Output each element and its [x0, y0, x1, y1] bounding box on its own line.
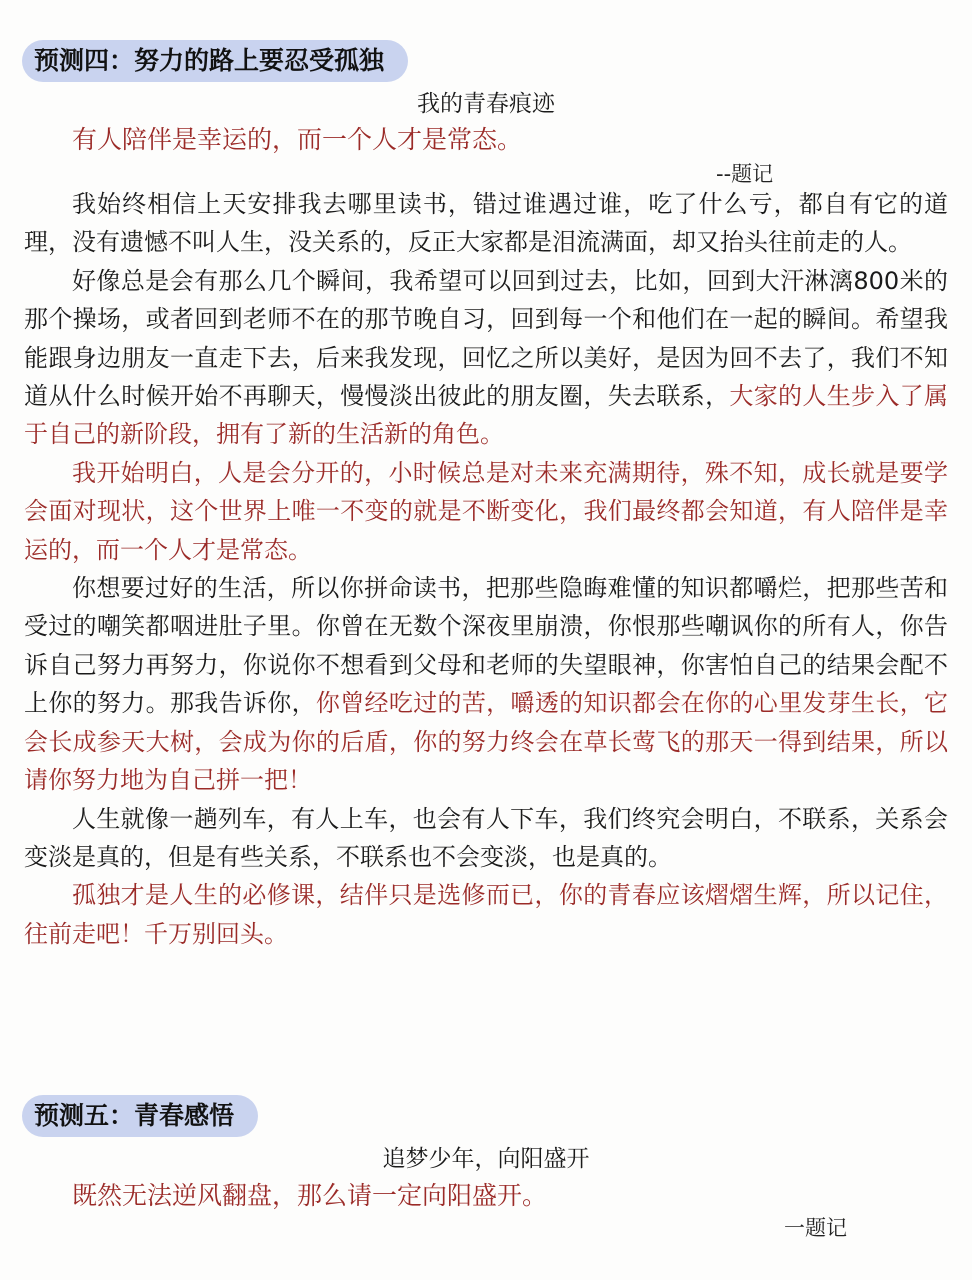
- body-text: 我始终相信上天安排我去哪里读书，错过谁遇过谁，吃了什么亏，都自有它的道理，没有遗憾不叫人生，没关系的，反正大家都是泪流满面，却又抬头往前走的人。: [24, 190, 948, 257]
- section5-quote: 既然无法逆风翻盘，那么请一定向阳盛开。: [72, 1181, 548, 1210]
- section5-signature: 一题记: [784, 1216, 847, 1240]
- highlight-text: 我开始明白，人是会分开的，小时候总是对未来充满期待，殊不知，成长就是要学会面对现状，这个世界上唯一不变的就是不断变化，我们最终都会知道，有人陪伴是幸运的，而一个人才是常态。: [24, 458, 948, 564]
- body-paragraph: [24, 454, 948, 569]
- body-text: 你想要过好的生活，所以你拼命读书，把那些隐晦难懂的知识都嚼烂，把那些苦和受过的嘲笑都咽进肚子里。你曾在无数个深夜里崩溃，你恨那些嘲讽你的所有人，你告诉自己努力再努力，你说你不想看到父母和老师的失望眼神，你害怕自己的结果会配不上你的努力。那我告诉你，: [24, 574, 948, 718]
- section4-body: [24, 185, 948, 953]
- body-paragraph: [24, 262, 948, 454]
- body-text: 好像总是会有那么几个瞬间，我希望可以回到过去，比如，回到大汗淋漓800米的那个操场，或者回到老师不在的那节晚自习，回到每一个和他们在一起的瞬间。希望我能跟身边朋友一直走下去，后来我发现，回忆之所以美好，是因为回不去了，我们不知道从什么时候开始不再聊天，慢慢淡出彼此的朋友圈，失去联系，: [24, 266, 948, 411]
- highlight-text: 你曾经吃过的苦，嚼透的知识都会在你的心里发芽生长，它会长成参天大树，会成为你的后盾，你的努力终会在草长莺飞的那天一得到结果，所以请你努力地为自己拼一把！: [24, 689, 949, 795]
- section5-title: 追梦少年，向阳盛开: [382, 1146, 590, 1172]
- highlight-text: 孤独才是人生的必修课，结伴只是选修而已，你的青春应该熠熠生辉，所以记住，往前走吧！千万别回头。: [24, 881, 948, 948]
- body-paragraph: [24, 876, 948, 953]
- body-paragraph: [24, 569, 948, 799]
- section4-quote: 有人陪伴是幸运的，而一个人才是常态。: [72, 125, 523, 154]
- body-paragraph: [24, 185, 948, 262]
- section4-signature: --题记: [716, 162, 774, 186]
- section4-title: 我的青春痕迹: [417, 91, 555, 117]
- highlight-text: 大家的人生步入了属于自己的新阶段，拥有了新的生活新的角色。: [24, 382, 949, 449]
- section5-heading: 预测五：青春感悟: [22, 1095, 258, 1137]
- body-text: 人生就像一趟列车，有人上车，也会有人下车，我们终究会明白，不联系，关系会变淡是真的，但是有些关系，不联系也不会变淡，也是真的。: [24, 804, 948, 871]
- body-paragraph: [24, 800, 948, 877]
- section4-heading: 预测四：努力的路上要忍受孤独: [22, 40, 408, 82]
